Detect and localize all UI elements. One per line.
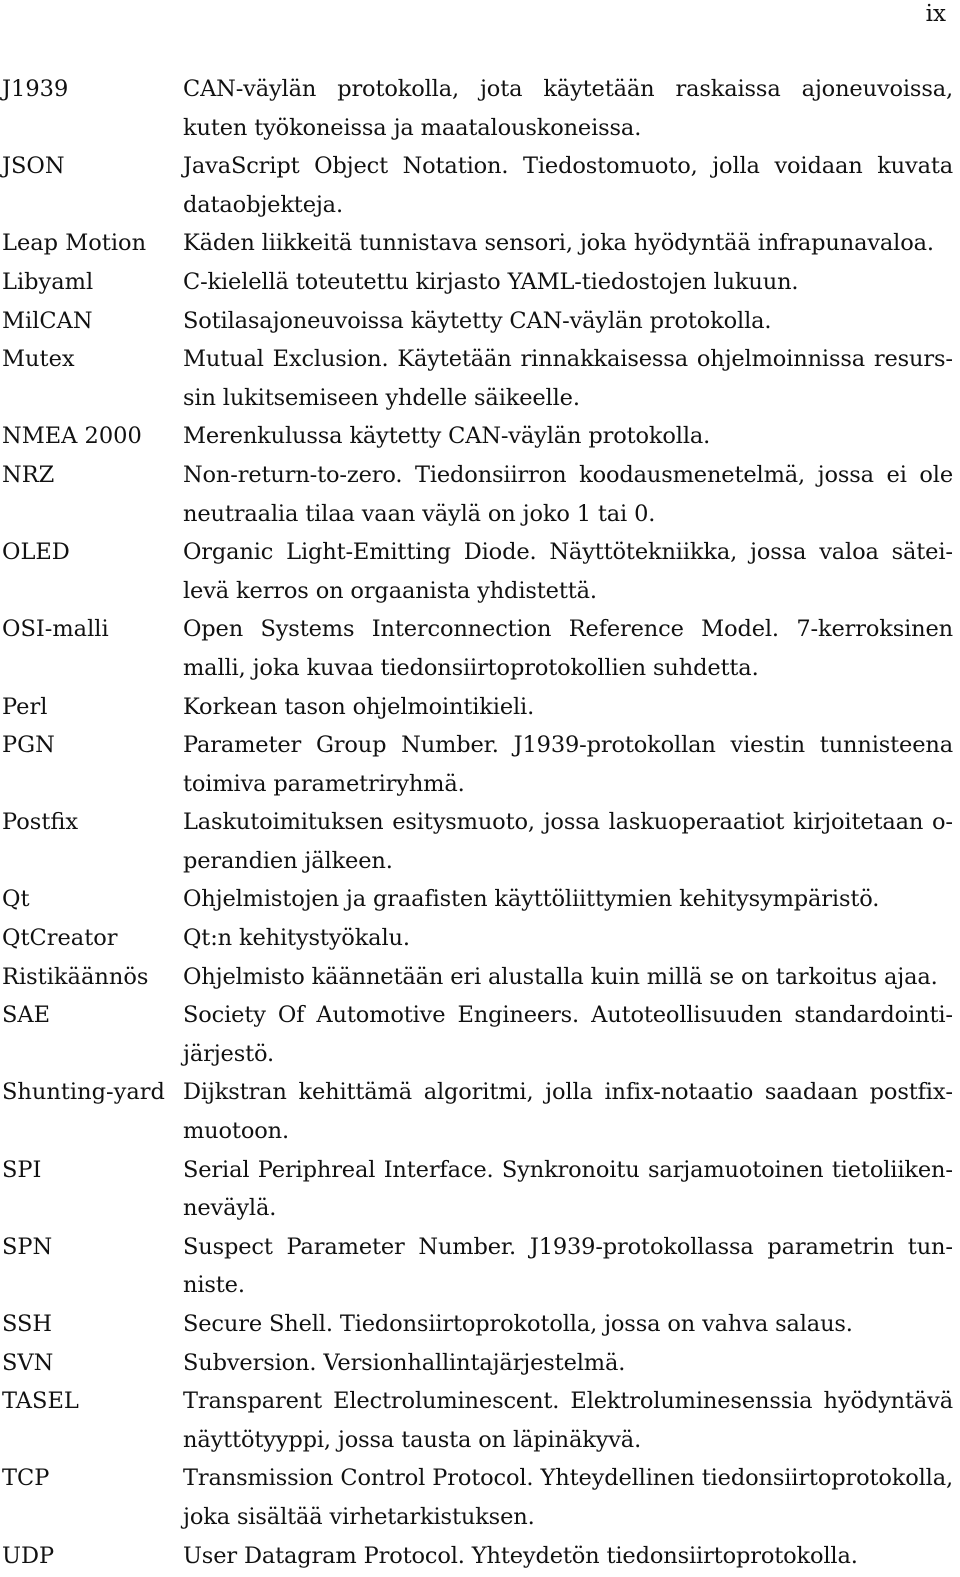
glossary-entry-milcan (0, 302, 960, 341)
glossary-entry-qt (0, 880, 960, 919)
glossary-definition: Subversion. Versionhallintajärjestelmä. (183, 1349, 626, 1376)
glossary-entry-spn (0, 1228, 960, 1305)
glossary-term: NRZ (2, 461, 55, 488)
glossary-definition: Laskutoimituksen esitysmuoto, jossa laskuoperaatiot kirjoitetaan operandien jälkeen. (183, 809, 953, 874)
glossary-entry-json (0, 147, 960, 224)
glossary-definition: Käden liikkeitä tunnistava sensori, joka hyödyntää infrapunavaloa. (183, 230, 934, 257)
glossary-term: Perl (2, 693, 48, 720)
glossary-term: Postfix (2, 809, 79, 836)
glossary-definition: Dijkstran kehittämä algoritmi, jolla infix-notaatio saadaan postfixmuotoon. (183, 1079, 953, 1145)
glossary-definition: Suspect Parameter Number. J1939-protokollassa parametrin tunniste. (183, 1233, 953, 1299)
glossary-term: SPN (2, 1233, 53, 1260)
glossary-term: SVN (2, 1349, 54, 1376)
glossary-entry-oled (0, 533, 960, 610)
glossary-definition: Transparent Electroluminescent. Elektroluminesenssia hyödyntävä näyttötyyppi, jossa tausta on läpinäkyvä. (183, 1388, 953, 1453)
glossary-term: OLED (2, 539, 70, 566)
glossary-definition: Ohjelmisto käännetään eri alustalla kuin millä se on tarkoitus ajaa. (183, 963, 938, 990)
glossary-entry-nrz (0, 456, 960, 533)
glossary-definition: Secure Shell. Tiedonsiirtoprokotolla, jossa on vahva salaus. (183, 1311, 853, 1337)
glossary-entry-spi (0, 1151, 960, 1228)
glossary-entry-tcp (0, 1459, 960, 1536)
glossary-term: TCP (2, 1465, 50, 1492)
glossary-term: NMEA 2000 (2, 423, 142, 450)
glossary-term: J1939 (2, 76, 69, 102)
glossary-definition: Ohjelmistojen ja graafisten käyttöliittymien kehitysympäristö. (183, 886, 880, 913)
glossary-definition: JavaScript Object Notation. Tiedostomuoto, jolla voidaan kuvata dataobjekteja. (183, 153, 953, 218)
glossary-term: Ristikäännös (2, 963, 149, 990)
glossary-entry-mutex (0, 340, 960, 417)
glossary-definition: Qt:n kehitystyökalu. (183, 925, 410, 952)
glossary-list (0, 70, 960, 1575)
glossary-definition: Parameter Group Number. J1939-protokollan viestin tunnisteena toimiva parametriryhmä. (183, 732, 953, 797)
glossary-entry-leap-motion (0, 224, 960, 263)
glossary-term: Leap Motion (2, 230, 147, 257)
glossary-entry-ssh (0, 1305, 960, 1344)
glossary-entry-tasel (0, 1382, 960, 1459)
glossary-term: JSON (2, 153, 65, 180)
glossary-definition: Sotilasajoneuvoissa käytetty CAN-väylän protokolla. (183, 307, 772, 334)
glossary-entry-libyaml (0, 263, 960, 302)
glossary-term: QtCreator (2, 925, 118, 952)
page-number: ix (925, 1, 946, 27)
glossary-term: SAE (2, 1002, 51, 1029)
glossary-definition: Open Systems Interconnection Reference Model. 7-kerroksinen malli, joka kuvaa tiedonsiirtoprotokollien suhdetta. (183, 616, 953, 681)
glossary-definition: Merenkulussa käytetty CAN-väylän protokolla. (183, 423, 711, 450)
glossary-definition: CAN-väylän protokolla, jota käytetään raskaissa ajoneuvoissa, kuten työkoneissa ja maatalouskoneissa. (183, 76, 953, 141)
glossary-definition: Transmission Control Protocol. Yhteydellinen tiedonsiirtoprotokolla, joka sisältää virhetarkistuksen. (183, 1465, 953, 1530)
glossary-term: TASEL (2, 1388, 79, 1415)
glossary-term: Mutex (2, 346, 75, 373)
glossary-definition: Korkean tason ohjelmointikieli. (183, 693, 535, 720)
glossary-entry-osi-malli (0, 610, 960, 687)
glossary-entry-nmea-2000 (0, 417, 960, 456)
glossary-term: Libyaml (2, 268, 94, 295)
glossary-entry-postfix (0, 803, 960, 880)
glossary-term: SSH (2, 1311, 53, 1337)
glossary-definition: C-kielellä toteutettu kirjasto YAML-tiedostojen lukuun. (183, 268, 799, 295)
glossary-entry-ristikaannos (0, 958, 960, 997)
glossary-term: MilCAN (2, 307, 93, 334)
glossary-definition: User Datagram Protocol. Yhteydetön tiedonsiirtoprotokolla. (183, 1542, 858, 1569)
glossary-entry-qtcreator (0, 919, 960, 958)
glossary-definition: Serial Periphreal Interface. Synkronoitu sarjamuotoinen tietoliikenneväylä. (183, 1156, 953, 1222)
glossary-entry-sae (0, 996, 960, 1073)
glossary-entry-shunting-yard (0, 1073, 960, 1150)
glossary-definition: Organic Light-Emitting Diode. Näyttötekniikka, jossa valoa säteilevä kerros on orgaanista yhdistettä. (183, 539, 953, 604)
glossary-entry-j1939 (0, 70, 960, 147)
glossary-term: SPI (2, 1156, 42, 1183)
glossary-definition: Mutual Exclusion. Käytetään rinnakkaisessa ohjelmoinnissa resurssin lukitsemiseen yhdelle säikeelle. (183, 346, 953, 411)
glossary-definition: Non-return-to-zero. Tiedonsiirron koodausmenetelmä, jossa ei ole neutraalia tilaa vaan väylä on joko 1 tai 0. (183, 461, 953, 527)
glossary-term: OSI-malli (2, 616, 109, 643)
glossary-entry-svn (0, 1344, 960, 1383)
glossary-entry-perl (0, 688, 960, 727)
glossary-term: UDP (2, 1542, 55, 1569)
glossary-term: Qt (2, 886, 30, 913)
glossary-term: PGN (2, 732, 55, 759)
glossary-entry-pgn (0, 726, 960, 803)
glossary-term: Shunting-yard (2, 1079, 165, 1106)
glossary-definition: Society Of Automotive Engineers. Autoteollisuuden standardointijärjestö. (183, 1002, 953, 1067)
glossary-entry-udp (0, 1537, 960, 1576)
